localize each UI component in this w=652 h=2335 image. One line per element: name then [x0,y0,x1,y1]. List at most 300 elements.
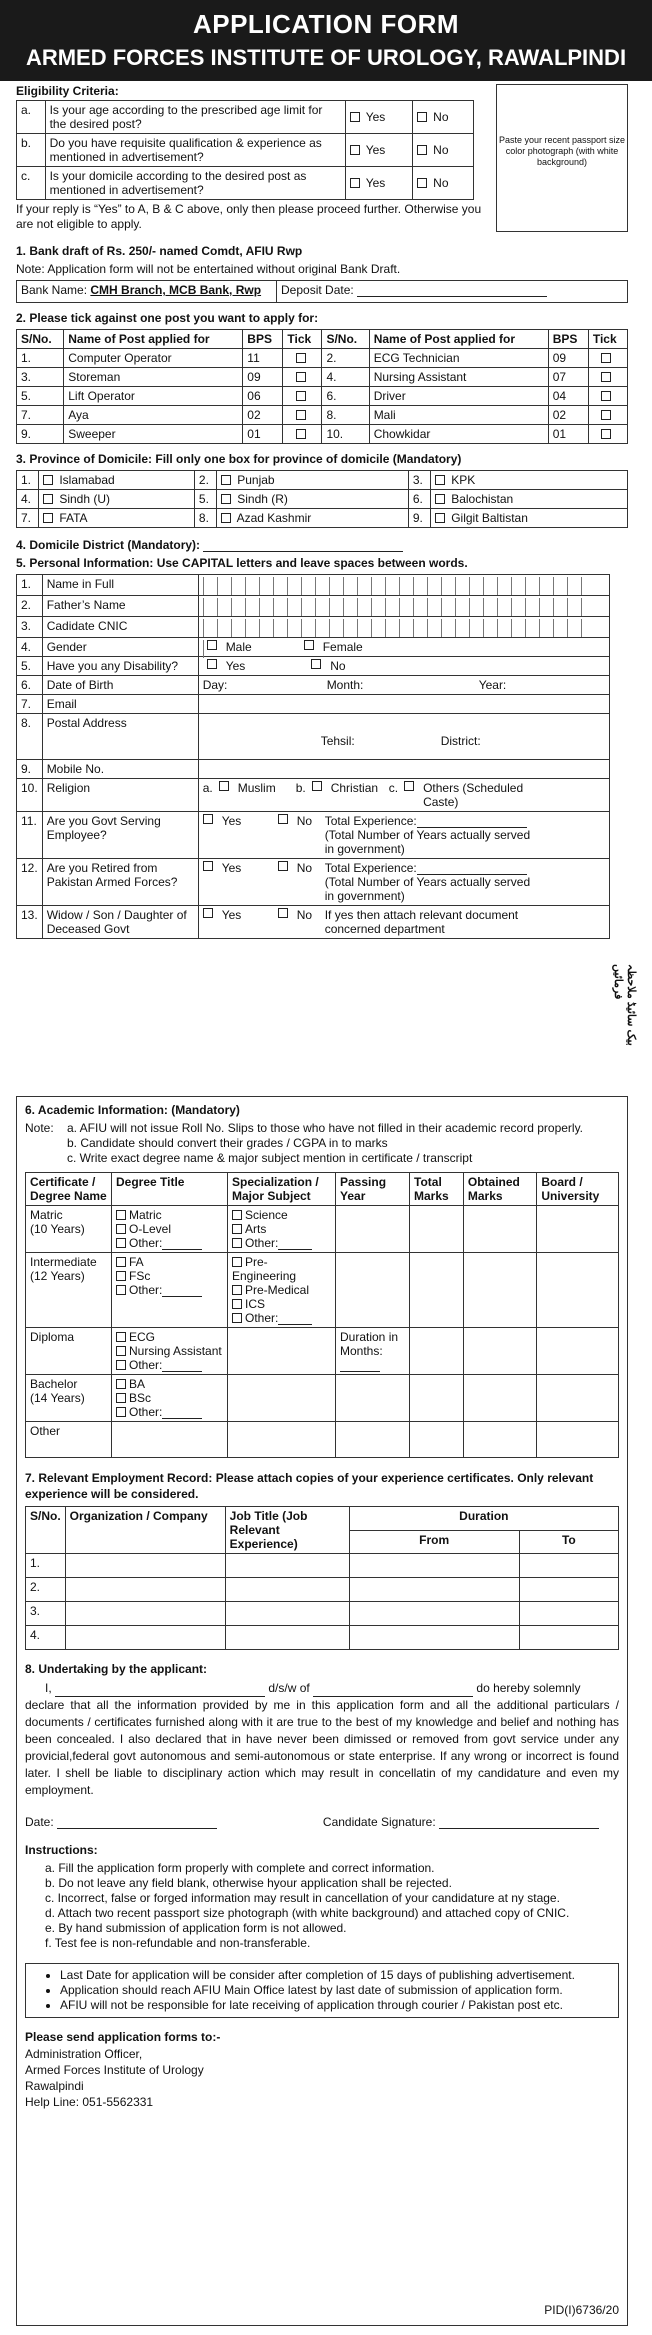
district-label: District: [440,734,481,748]
personal-num: 9. [17,760,43,779]
important-notes-box [25,1963,619,2018]
spec-checkbox[interactable] [232,1257,242,1267]
bank-name-label: Bank Name: [21,283,88,297]
eligibility-section [16,84,628,236]
others-checkbox[interactable] [404,781,414,791]
cert-years: (10 Years) [30,1222,85,1236]
no-checkbox[interactable] [417,178,427,188]
employment-col-header: To [519,1530,618,1554]
other-field[interactable] [278,1313,312,1325]
duration-field[interactable] [340,1360,380,1372]
degree-checkbox[interactable] [116,1210,126,1220]
academic-col-header: Board / University [537,1173,619,1206]
eligibility-note: If your reply is “Yes” to A, B & C above, only then please proceed further. Otherwise you are not eligible to apply. [16,202,482,231]
employment-org[interactable] [65,1626,225,1650]
academic-board[interactable] [537,1206,619,1253]
post-checkbox[interactable] [296,410,306,420]
photo-placeholder[interactable] [496,84,628,232]
spec-checkbox[interactable] [232,1313,242,1323]
post-name: Mali [369,406,548,425]
degree-option[interactable] [116,1358,223,1372]
personal-label: Have you any Disability? [42,657,198,676]
spec-checkbox[interactable] [232,1210,242,1220]
post-cell: 09 [243,368,283,387]
signature-row [25,1815,619,1829]
eligibility-table [16,100,474,200]
post-checkbox[interactable] [601,372,611,382]
employment-sno: 1. [26,1554,66,1578]
domicile-checkbox[interactable] [221,513,231,523]
cert-name: Diploma [30,1330,75,1344]
personal-label: Religion [42,779,198,812]
degree-checkbox[interactable] [116,1238,126,1248]
post-col-header: S/No. [17,330,64,349]
post-tick[interactable] [283,387,322,406]
academic-specialization[interactable] [228,1375,336,1422]
academic-row [26,1328,619,1375]
domicile-table [16,470,628,528]
post-checkbox[interactable] [296,353,306,363]
domicile-label: Sindh (U) [56,492,111,506]
spec-checkbox[interactable] [232,1285,242,1295]
personal-num: 4. [17,638,43,657]
academic-col-header: Degree Title [112,1173,228,1206]
eligibility-yes[interactable] [345,101,412,134]
other-field[interactable] [162,1238,202,1250]
academic-obtained-marks[interactable] [463,1375,536,1422]
employment-org[interactable] [65,1578,225,1602]
religion-a: a. [202,781,213,795]
employment-from[interactable] [349,1554,519,1578]
academic-passing-year[interactable] [336,1206,410,1253]
undertaking-hereby: do hereby solemnly [476,1681,581,1695]
eligibility-question: Is your age according to the prescribed age limit for the desired post? [45,101,345,134]
degree-label: Matric [129,1208,162,1222]
spec-option[interactable] [232,1283,331,1297]
domicile-district-label: 4. Domicile District (Mandatory): [16,538,201,552]
muslim-checkbox[interactable] [219,781,229,791]
degree-checkbox[interactable] [116,1332,126,1342]
domicile-num: 3. [408,471,430,490]
domicile-num: 7. [17,509,39,528]
domicile-row [17,471,628,490]
male-checkbox[interactable] [207,640,217,650]
disability-yes-checkbox[interactable] [207,659,217,669]
female-label: Female [322,640,363,654]
send-address-line: Armed Forces Institute of Urology [25,2063,204,2077]
domicile-checkbox[interactable] [43,494,53,504]
domicile-option[interactable] [39,471,195,490]
spec-option[interactable] [232,1208,331,1222]
instructions-list [25,1861,619,1951]
employment-org[interactable] [65,1602,225,1626]
christian-checkbox[interactable] [312,781,322,791]
date-field[interactable] [57,1817,217,1829]
domicile-checkbox[interactable] [221,494,231,504]
personal-value[interactable] [198,657,609,676]
personal-value[interactable] [198,714,609,760]
signature-field[interactable] [439,1817,599,1829]
instruction-item: b. Do not leave any field blank, otherwise hyour application shall be rejected. [45,1876,452,1890]
spec-label: Arts [245,1222,267,1236]
academic-degree-title[interactable] [112,1422,228,1458]
no-checkbox[interactable] [278,861,288,871]
personal-label: Mobile No. [42,760,198,779]
deposit-date-label: Deposit Date: [281,283,354,297]
char-boxes[interactable] [203,577,605,593]
spec-option[interactable] [232,1222,331,1236]
eligibility-row [17,167,474,200]
employment-title[interactable] [225,1578,349,1602]
domicile-option[interactable] [39,509,195,528]
domicile-checkbox[interactable] [221,475,231,485]
academic-obtained-marks[interactable] [463,1253,536,1328]
degree-label: O-Level [129,1222,172,1236]
employment-title[interactable] [225,1554,349,1578]
undertaking-text [25,1680,619,1697]
personal-value[interactable] [198,676,609,695]
employment-title[interactable] [225,1626,349,1650]
academic-degree-title[interactable] [112,1328,228,1375]
instruction-item: f. Test fee is non-refundable and non-transferable. [45,1936,311,1950]
academic-passing-year[interactable] [336,1375,410,1422]
employment-heading: 7. Relevant Employment Record: Please attach copies of your experience certificates. Only relevant experience will be considered. [25,1471,594,1501]
post-checkbox[interactable] [296,372,306,382]
post-cell: 02 [548,406,588,425]
spec-option[interactable] [232,1255,331,1283]
no-label: No [296,861,313,875]
degree-label: BA [129,1377,146,1391]
degree-label: Other: [129,1358,163,1372]
personal-num: 13. [17,906,43,939]
eligibility-no[interactable] [412,134,473,167]
academic-passing-year[interactable] [336,1328,410,1375]
degree-checkbox[interactable] [116,1379,126,1389]
academic-specialization[interactable] [228,1253,336,1328]
personal-row [17,859,610,906]
personal-value[interactable] [198,779,609,812]
yes-checkbox[interactable] [203,814,213,824]
post-tick[interactable] [588,387,627,406]
academic-passing-year[interactable] [336,1422,410,1458]
post-tick[interactable] [283,349,322,368]
cert-name: Bachelor [30,1377,78,1391]
post-cell: 1. [17,349,64,368]
degree-option[interactable] [116,1391,223,1405]
academic-total-marks[interactable] [410,1375,464,1422]
personal-row [17,779,610,812]
academic-passing-year[interactable] [336,1253,410,1328]
post-tick[interactable] [588,368,627,387]
academic-specialization[interactable] [228,1206,336,1253]
personal-row [17,657,610,676]
post-cell: 11 [243,349,283,368]
eligibility-key: c. [17,167,46,200]
post-checkbox[interactable] [296,391,306,401]
bank-table [16,280,628,303]
degree-option[interactable] [116,1236,223,1250]
academic-total-marks[interactable] [410,1253,464,1328]
employment-from[interactable] [349,1602,519,1626]
domicile-label: Islamabad [56,473,115,487]
post-row [17,425,628,444]
domicile-heading: 3. Province of Domicile: Fill only one box for province of domicile (Mandatory) [16,452,462,466]
employment-to[interactable] [519,1578,618,1602]
personal-value[interactable] [198,812,609,859]
employment-from[interactable] [349,1626,519,1650]
important-note: • Application should reach AFIU Main Office latest by last date of submission of application form. [60,1983,614,1998]
cert-name: Intermediate [30,1255,97,1269]
domicile-checkbox[interactable] [435,475,445,485]
personal-value[interactable] [198,638,609,657]
domicile-checkbox[interactable] [435,494,445,504]
personal-row [17,695,610,714]
yes-label: Yes [362,143,386,157]
employment-from[interactable] [349,1578,519,1602]
academic-board[interactable] [537,1375,619,1422]
academic-row [26,1253,619,1328]
dob-day: Day: [202,678,228,692]
disability-no-checkbox[interactable] [311,659,321,669]
domicile-checkbox[interactable] [43,513,53,523]
academic-degree-title[interactable] [112,1375,228,1422]
degree-label: BSc [129,1391,152,1405]
domicile-option[interactable] [39,490,195,509]
other-field[interactable] [162,1360,202,1372]
undertaking-parent-field[interactable] [313,1685,473,1697]
post-checkbox[interactable] [601,410,611,420]
academic-specialization[interactable] [228,1422,336,1458]
total-exp-note: (Total Number of Years actually served in government) [324,875,531,903]
bank-draft-heading: 1. Bank draft of Rs. 250/- named Comdt, AFIU Rwp [16,244,303,258]
degree-checkbox[interactable] [116,1257,126,1267]
yes-checkbox[interactable] [350,112,360,122]
send-heading: Please send application forms to:- [25,2030,221,2044]
domicile-option[interactable] [430,509,627,528]
spec-checkbox[interactable] [232,1238,242,1248]
post-tick[interactable] [588,349,627,368]
char-boxes[interactable] [203,598,605,614]
post-tick[interactable] [283,425,322,444]
post-row [17,406,628,425]
spec-checkbox[interactable] [232,1224,242,1234]
no-checkbox[interactable] [417,145,427,155]
personal-value[interactable] [198,695,609,714]
post-cell: 02 [243,406,283,425]
spec-checkbox[interactable] [232,1299,242,1309]
other-field[interactable] [162,1407,202,1419]
post-checkbox[interactable] [601,429,611,439]
personal-row [17,812,610,859]
degree-option[interactable] [116,1255,223,1269]
post-tick[interactable] [283,368,322,387]
domicile-checkbox[interactable] [43,475,53,485]
form-part-one [16,84,637,1084]
degree-option[interactable] [116,1208,223,1222]
post-name: Computer Operator [64,349,243,368]
post-cell: 10. [322,425,369,444]
spec-label: Other: [245,1311,279,1325]
post-cell: 07 [548,368,588,387]
bank-name-value: CMH Branch, MCB Bank, Rwp [90,283,262,297]
spec-label: Science [245,1208,288,1222]
dob-year: Year: [478,678,507,692]
no-checkbox[interactable] [278,908,288,918]
deposit-date-field[interactable] [357,285,547,297]
domicile-option[interactable] [430,471,627,490]
domicile-checkbox[interactable] [435,513,445,523]
personal-num: 7. [17,695,43,714]
degree-checkbox[interactable] [116,1224,126,1234]
academic-total-marks[interactable] [410,1422,464,1458]
academic-obtained-marks[interactable] [463,1422,536,1458]
domicile-label: KPK [447,473,476,487]
eligibility-no[interactable] [412,101,473,134]
post-row [17,387,628,406]
employment-to[interactable] [519,1602,618,1626]
degree-checkbox[interactable] [116,1407,126,1417]
personal-value[interactable] [198,596,609,617]
degree-option[interactable] [116,1330,223,1344]
domicile-label: Gilgit Baltistan [447,511,528,525]
no-label: No [330,659,346,673]
employment-table [25,1506,619,1650]
domicile-option[interactable] [216,509,408,528]
char-boxes[interactable] [203,619,605,635]
personal-row [17,760,610,779]
academic-obtained-marks[interactable] [463,1328,536,1375]
instruction-item: c. Incorrect, false or forged information may result in cancellation of your candidature at ny stage. [45,1891,560,1905]
academic-degree-title[interactable] [112,1253,228,1328]
domicile-option[interactable] [216,471,408,490]
eligibility-yes[interactable] [345,134,412,167]
undertaking-name-field[interactable] [55,1685,265,1697]
employment-title[interactable] [225,1602,349,1626]
other-field[interactable] [278,1238,312,1250]
personal-label: Date of Birth [42,676,198,695]
academic-note-list [67,1121,583,1166]
employment-to[interactable] [519,1626,618,1650]
academic-board[interactable] [537,1253,619,1328]
post-checkbox[interactable] [601,353,611,363]
personal-num: 1. [17,575,43,596]
post-tick[interactable] [588,406,627,425]
post-cell: 01 [243,425,283,444]
spec-option[interactable] [232,1236,331,1250]
degree-option[interactable] [116,1269,223,1283]
no-label: No [429,110,449,124]
post-col-header: Name of Post applied for [64,330,243,349]
personal-value[interactable] [198,575,609,596]
no-checkbox[interactable] [278,814,288,824]
degree-option[interactable] [116,1344,223,1358]
domicile-option[interactable] [430,490,627,509]
academic-board[interactable] [537,1328,619,1375]
pid-code: PID(I)6736/20 [544,2303,619,2317]
total-exp-field[interactable] [417,863,527,875]
academic-total-marks[interactable] [410,1206,464,1253]
post-checkbox[interactable] [601,391,611,401]
domicile-option[interactable] [216,490,408,509]
employment-to[interactable] [519,1554,618,1578]
personal-value[interactable] [198,617,609,638]
domicile-district-field[interactable] [203,540,403,552]
yes-checkbox[interactable] [203,861,213,871]
academic-degree-title[interactable] [112,1206,228,1253]
degree-checkbox[interactable] [116,1346,126,1356]
yes-checkbox[interactable] [350,145,360,155]
post-cell: 8. [322,406,369,425]
degree-option[interactable] [116,1405,223,1419]
academic-total-marks[interactable] [410,1328,464,1375]
degree-option[interactable] [116,1283,223,1297]
eligibility-no[interactable] [412,167,473,200]
yes-checkbox[interactable] [203,908,213,918]
post-checkbox[interactable] [296,429,306,439]
send-address-line: Administration Officer, [25,2047,143,2061]
personal-value[interactable] [198,859,609,906]
employment-sno: 3. [26,1602,66,1626]
send-address-line: Help Line: 051-5562331 [25,2095,154,2109]
yes-label: Yes [221,861,242,875]
post-tick[interactable] [283,406,322,425]
spec-option[interactable] [232,1297,331,1311]
personal-value[interactable] [198,906,609,939]
cert-years: (14 Years) [30,1391,85,1405]
post-col-header: S/No. [322,330,369,349]
post-cell: 6. [322,387,369,406]
personal-value[interactable] [198,760,609,779]
post-cell: 5. [17,387,64,406]
employment-col-header: From [349,1530,519,1554]
eligibility-yes[interactable] [345,167,412,200]
degree-option[interactable] [116,1377,223,1391]
post-table [16,329,628,444]
post-name: Chowkidar [369,425,548,444]
spec-label: Other: [245,1236,279,1250]
degree-checkbox[interactable] [116,1393,126,1403]
personal-label: Email [42,695,198,714]
photo-instruction: Paste your recent passport size color photograph (with white background) [498,135,626,167]
post-cell: 9. [17,425,64,444]
other-field[interactable] [162,1285,202,1297]
undertaking-body: declare that all the information provided by me in this application form and all the additional particulars / documents / certificates furnished along with it are true to the best of my knowledge and belief and nothing has been concealed. I also declared that in have never been dimissed or removed from govt service under any provicial,federal govt autonomous and semi-autonomous or state enterprise. If any wrong or incorrect is found later. I shell be liable to disciplinary action which may result in concellatin of my candidature and even my employment. [25,1698,619,1797]
academic-row [26,1375,619,1422]
no-checkbox[interactable] [417,112,427,122]
yes-checkbox[interactable] [350,178,360,188]
employment-row [26,1626,619,1650]
female-checkbox[interactable] [304,640,314,650]
total-exp-field[interactable] [417,816,527,828]
degree-checkbox[interactable] [116,1360,126,1370]
eligibility-heading: Eligibility Criteria: [16,84,119,98]
personal-info-table [16,574,610,939]
attach-note: If yes then attach relevant document concerned department [324,908,519,936]
academic-specialization[interactable] [228,1328,336,1375]
degree-option[interactable] [116,1222,223,1236]
post-tick[interactable] [588,425,627,444]
personal-label: Gender [42,638,198,657]
academic-board[interactable] [537,1422,619,1458]
post-cell: 04 [548,387,588,406]
degree-checkbox[interactable] [116,1271,126,1281]
academic-obtained-marks[interactable] [463,1206,536,1253]
personal-row [17,676,610,695]
spec-option[interactable] [232,1311,331,1325]
undertaking-dsw: d/s/w of [268,1681,310,1695]
employment-org[interactable] [65,1554,225,1578]
degree-checkbox[interactable] [116,1285,126,1295]
